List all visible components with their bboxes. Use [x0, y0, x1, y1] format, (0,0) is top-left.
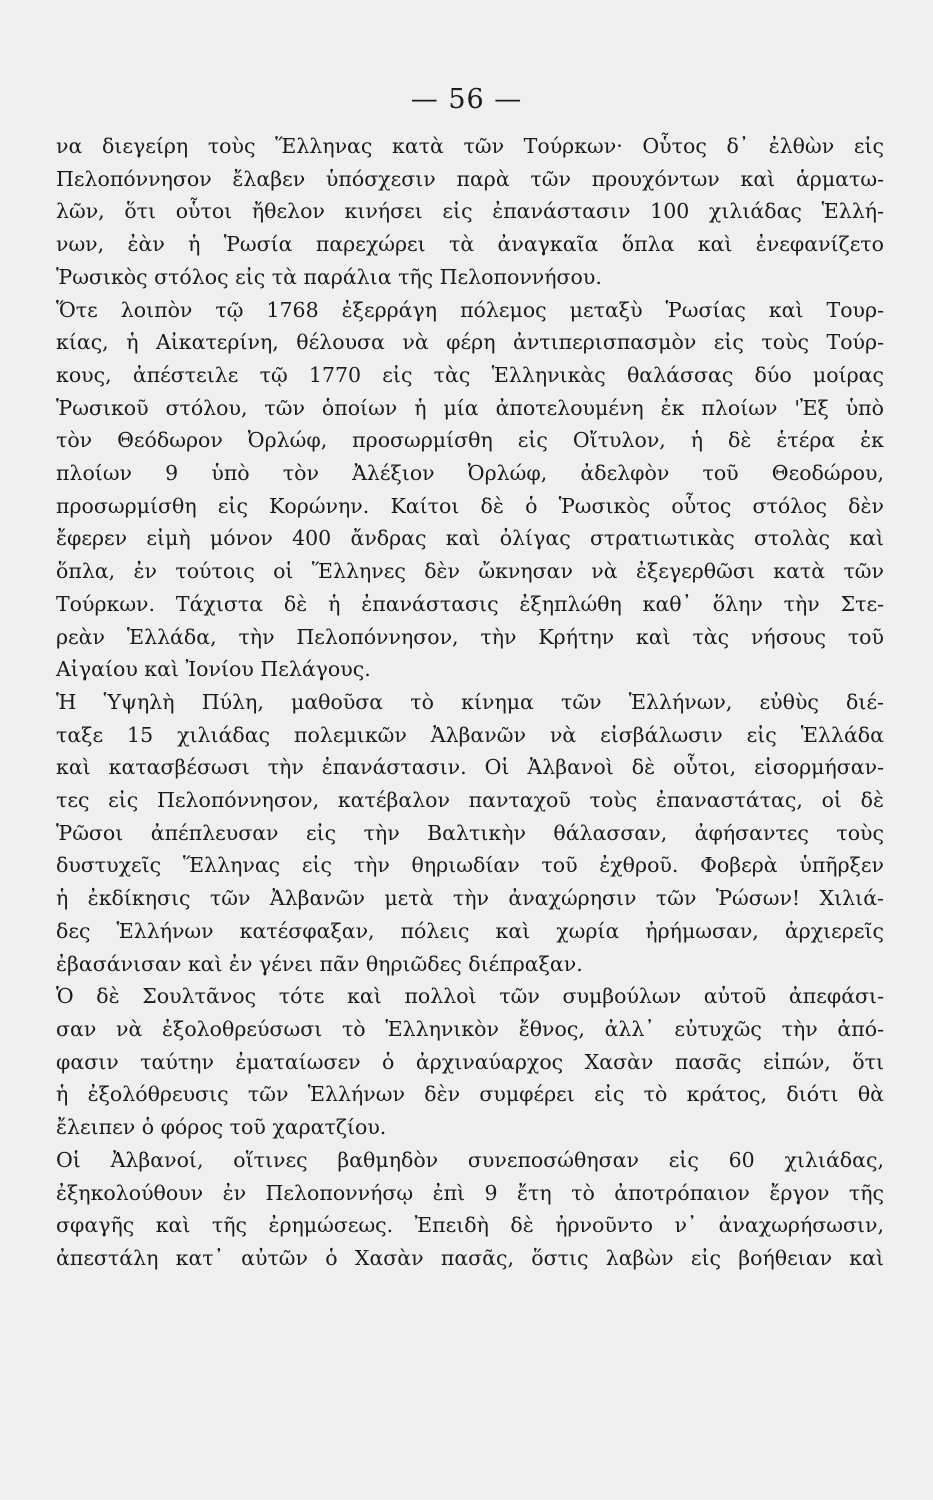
- text-line: Οἱ Ἀλβανοί, οἵτινες βαθμηδὸν συνεποσώθησαν εἰς 60 χιλιάδας,: [56, 1147, 884, 1172]
- text-line: ἔφερεν εἰμὴ μόνον 400 ἄνδρας καὶ ὀλίγας στρατιωτικὰς στολὰς καὶ: [56, 526, 884, 551]
- text-line: τες εἰς Πελοπόννησον, κατέβαλον πανταχοῦ τοὺς ἐπαναστάτας, οἱ δὲ: [56, 788, 884, 813]
- text-body: [56, 130, 884, 1275]
- page-number: — 56 —: [410, 84, 523, 115]
- text-line: ἐξηκολούθουν ἐν Πελοποννήσῳ ἐπὶ 9 ἔτη τὸ ἀποτρόπαιον ἔργον τῆς: [56, 1180, 884, 1205]
- text-line: Ἡ Ὑψηλὴ Πύλη, μαθοῦσα τὸ κίνημα τῶν Ἑλλήνων, εὐθὺς διέ-: [56, 689, 884, 714]
- text-line: ἡ ἐκδίκησις τῶν Ἀλβανῶν μετὰ τὴν ἀναχώρησιν τῶν Ῥώσων! Χιλιά-: [56, 886, 884, 911]
- text-line: Ὅτε λοιπὸν τῷ 1768 ἐξερράγη πόλεμος μεταξὺ Ῥωσίας καὶ Τουρ-: [56, 297, 884, 322]
- text-line: να διεγείρη τοὺς Ἕλληνας κατὰ τῶν Τούρκων· Οὗτος δ᾽ ἐλθὼν εἰς: [56, 134, 884, 158]
- text-line: δυστυχεῖς Ἕλληνας εἰς τὴν θηριωδίαν τοῦ ἐχθροῦ. Φοβερὰ ὑπῆρξεν: [56, 853, 884, 878]
- text-line: δες Ἑλλήνων κατέσφαξαν, πόλεις καὶ χωρία ἠρήμωσαν, ἀρχιερεῖς: [56, 918, 884, 943]
- text-line: προσωρμίσθη εἰς Κορώνην. Καίτοι δὲ ὁ Ῥωσικὸς οὗτος στόλος δὲν: [56, 493, 884, 518]
- text-line: ἔλειπεν ὁ φόρος τοῦ χαρατζίου.: [56, 1115, 387, 1140]
- text-line: Πελοπόννησον ἔλαβεν ὑπόσχεσιν παρὰ τῶν προυχόντων καὶ ἁρματω-: [56, 166, 884, 191]
- text-line: ἐβασάνισαν καὶ ἐν γένει πᾶν θηριῶδες διέπραξαν.: [56, 951, 583, 976]
- text-line: λῶν, ὅτι οὗτοι ἤθελον κινήσει εἰς ἐπανάστασιν 100 χιλιάδας Ἑλλή-: [56, 199, 884, 224]
- text-line: σαν νὰ ἐξολοθρεύσωσι τὸ Ἑλληνικὸν ἔθνος, ἀλλ᾽ εὐτυχῶς τὴν ἀπό-: [56, 1016, 884, 1041]
- text-line: τὸν Θεόδωρον Ὀρλώφ, προσωρμίσθη εἰς Οἴτυλον, ἡ δὲ ἑτέρα ἐκ: [56, 428, 884, 453]
- text-line: πλοίων 9 ὑπὸ τὸν Ἀλέξιον Ὀρλώφ, ἀδελφὸν τοῦ Θεοδώρου,: [56, 461, 884, 486]
- text-line: ὅπλα, ἐν τούτοις οἱ Ἕλληνες δὲν ὤκνησαν νὰ ἐξεγερθῶσι κατὰ τῶν: [56, 559, 884, 584]
- text-line: ἀπεστάλη κατ᾽ αὐτῶν ὁ Χασὰν πασᾶς, ὅστις λαβὼν εἰς βοήθειαν καὶ: [56, 1245, 884, 1270]
- text-line: καὶ κατασβέσωσι τὴν ἐπανάστασιν. Οἱ Ἀλβανοὶ δὲ οὗτοι, εἰσορμήσαν-: [56, 755, 884, 780]
- text-line: κους, ἀπέστειλε τῷ 1770 εἰς τὰς Ἑλληνικὰς θαλάσσας δύο μοίρας: [56, 362, 884, 387]
- text-line: Αἰγαίου καὶ Ἰονίου Πελάγους.: [56, 657, 371, 682]
- text-line: κίας, ἡ Αἰκατερίνη, θέλουσα νὰ φέρη ἀντιπερισπασμὸν εἰς τοὺς Τούρ-: [56, 330, 884, 355]
- text-line: Ῥωσικοῦ στόλου, τῶν ὁποίων ἡ μία ἀποτελουμένη ἐκ πλοίων 'Ἐξ ὑπὸ: [56, 395, 884, 420]
- text-line: ἡ ἐξολόθρευσις τῶν Ἑλλήνων δὲν συμφέρει εἰς τὸ κράτος, διότι θὰ: [56, 1082, 884, 1107]
- text-line: Ὁ δὲ Σουλτᾶνος τότε καὶ πολλοὶ τῶν συμβούλων αὐτοῦ ἀπεφάσι-: [56, 984, 884, 1009]
- text-line: φασιν ταύτην ἐματαίωσεν ὁ ἀρχιναύαρχος Χασὰν πασᾶς εἰπών, ὅτι: [56, 1049, 884, 1074]
- text-line: Τούρκων. Τάχιστα δὲ ἡ ἐπανάστασις ἐξηπλώθη καθ᾽ ὅλην τὴν Στε-: [56, 591, 884, 616]
- text-line: Ῥῶσοι ἀπέπλευσαν εἰς τὴν Βαλτικὴν θάλασσαν, ἀφήσαντες τοὺς: [56, 820, 884, 845]
- text-line: νων, ἐὰν ἡ Ῥωσία παρεχώρει τὰ ἀναγκαῖα ὅπλα καὶ ἐνεφανίζετο: [56, 232, 884, 257]
- text-line: Ῥωσικὸς στόλος εἰς τὰ παράλια τῆς Πελοποννήσου.: [56, 264, 602, 289]
- text-line: σφαγῆς καὶ τῆς ἐρημώσεως. Ἐπειδὴ δὲ ἠρνοῦντο ν᾽ ἀναχωρήσωσιν,: [56, 1213, 884, 1238]
- text-line: ρεὰν Ἑλλάδα, τὴν Πελοπόννησον, τὴν Κρήτην καὶ τὰς νήσους τοῦ: [56, 624, 884, 649]
- text-line: ταξε 15 χιλιάδας πολεμικῶν Ἀλβανῶν νὰ εἰσβάλωσιν εἰς Ἑλλάδα: [56, 722, 884, 747]
